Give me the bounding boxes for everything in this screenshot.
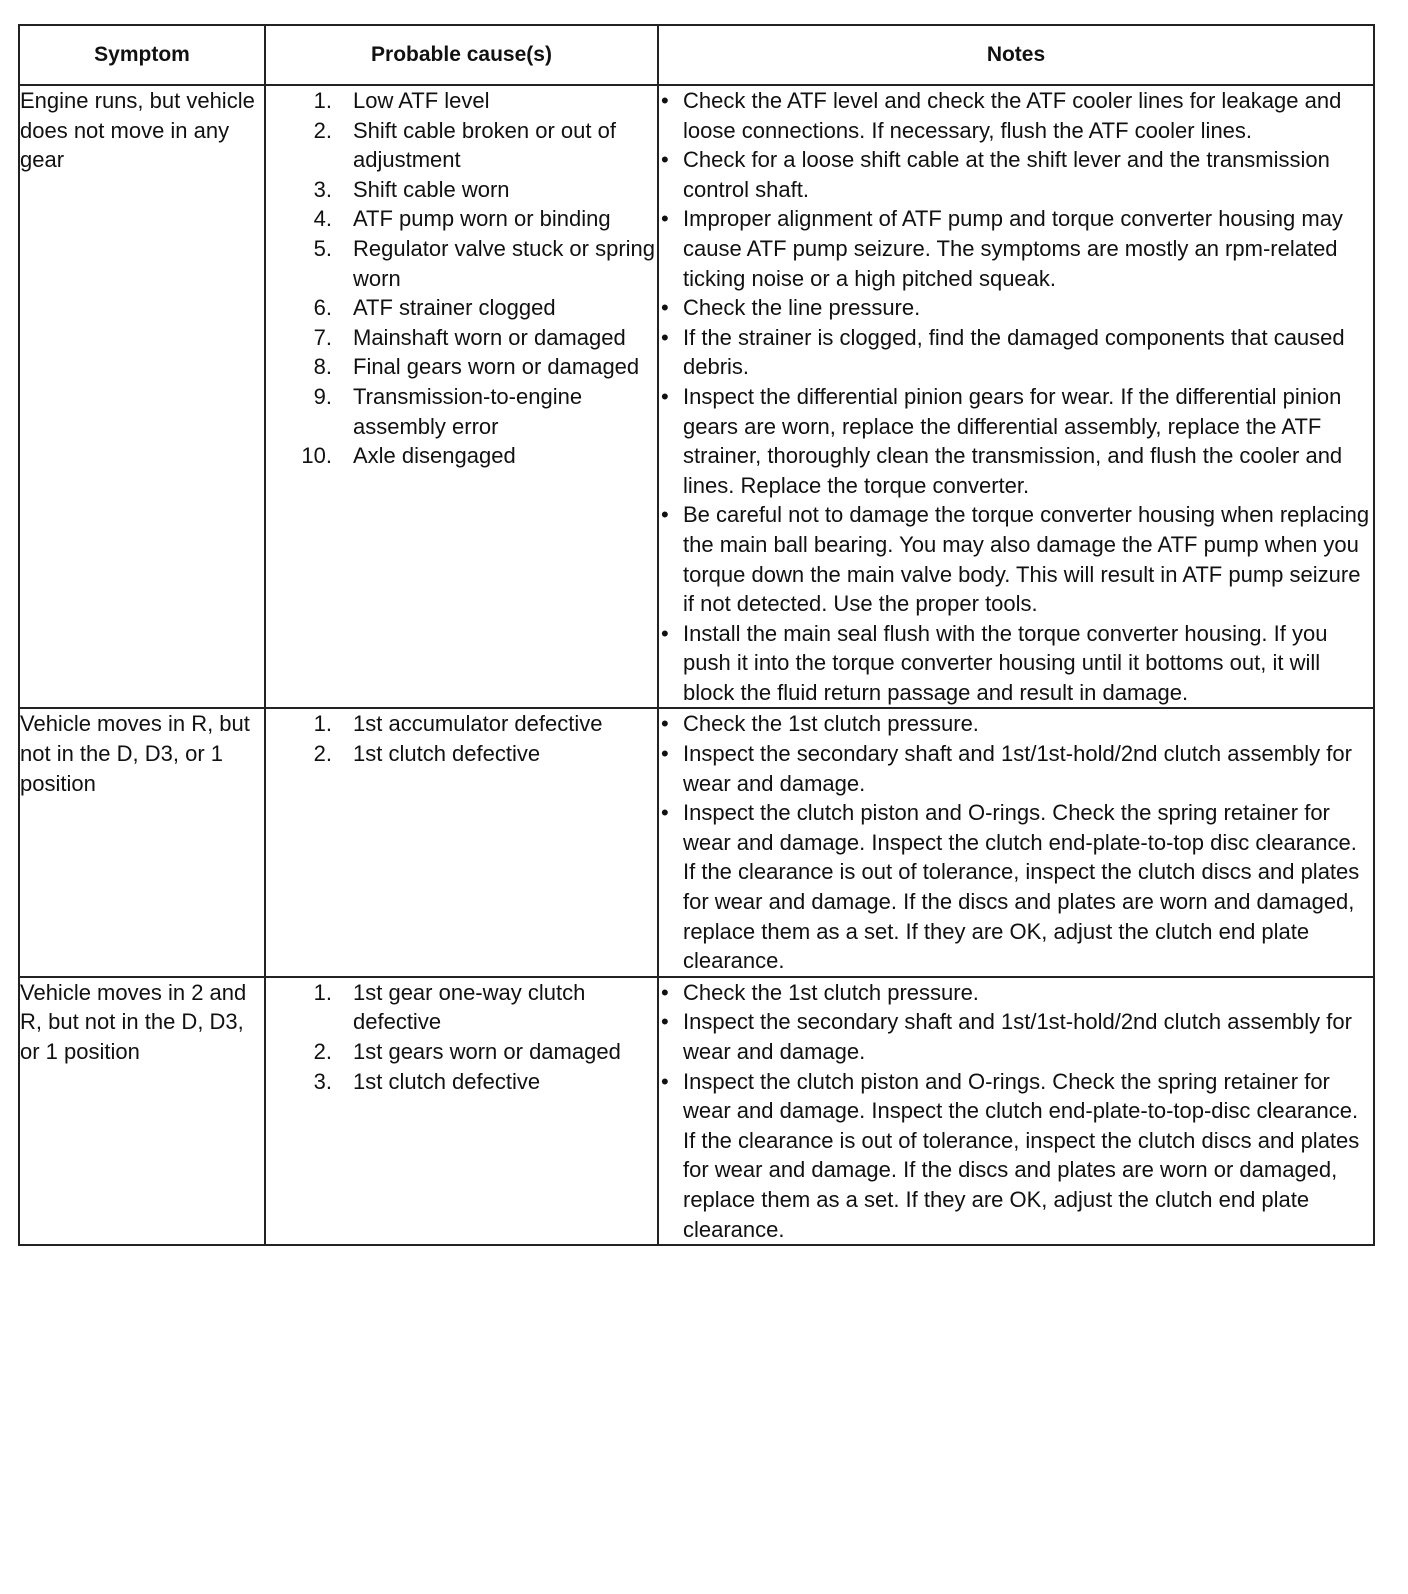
cause-number: 6. (313, 295, 332, 321)
cause-item (266, 1067, 657, 1097)
cause-item (266, 352, 657, 382)
cause-number: 9. (313, 383, 332, 409)
bullet-icon: • (661, 620, 669, 646)
cause-number: 1. (313, 88, 332, 113)
notes-cell (658, 85, 1374, 708)
cause-text: ATF strainer clogged (353, 295, 556, 321)
bullet-icon: • (661, 711, 669, 737)
note-text: Inspect the differential pinion gears for wear. If the differential pinion gears are worn, replace the differential assembly, replace the ATF strainer, thoroughly clean the transmission, and flush the cooler and lines. Replace the torque converter. (683, 383, 1343, 498)
symptom-cell: Engine runs, but vehicle does not move in any gear (19, 85, 265, 708)
probable-causes-cell (265, 708, 658, 976)
note-item (659, 323, 1373, 382)
cause-text: Regulator valve stuck or spring worn (353, 235, 656, 291)
cause-item (266, 382, 657, 441)
note-item (659, 1067, 1373, 1245)
header-notes: Notes (658, 25, 1374, 85)
header-row (19, 25, 1374, 85)
cause-item (266, 1037, 657, 1067)
note-text: Check for a loose shift cable at the shift lever and the transmission control shaft. (683, 147, 1330, 202)
note-text: Check the ATF level and check the ATF cooler lines for leakage and loose connections. If necessary, flush the ATF cooler lines. (683, 88, 1342, 143)
note-text: If the strainer is clogged, find the damaged components that caused debris. (683, 324, 1345, 380)
cause-text: Mainshaft worn or damaged (353, 324, 626, 350)
note-item (659, 619, 1373, 708)
bullet-icon: • (661, 741, 669, 767)
header-symptom: Symptom (19, 25, 265, 85)
note-list (659, 709, 1373, 975)
bullet-icon: • (661, 502, 669, 528)
cause-number: 2. (313, 1039, 332, 1064)
note-item (659, 978, 1373, 1008)
cause-number: 3. (313, 1068, 332, 1094)
cause-item (266, 739, 657, 769)
cause-number: 8. (313, 354, 332, 380)
note-item (659, 204, 1373, 293)
bullet-icon: • (661, 88, 669, 113)
cause-number: 2. (313, 117, 332, 143)
bullet-icon: • (661, 1009, 669, 1035)
cause-number: 10. (301, 443, 332, 469)
cause-number: 2. (313, 741, 332, 767)
cause-text: 1st clutch defective (353, 1068, 541, 1094)
table-row (19, 708, 1374, 976)
bullet-icon: • (661, 1068, 669, 1094)
note-item (659, 798, 1373, 976)
note-list (659, 978, 1373, 1244)
cause-text: 1st accumulator defective (353, 711, 603, 737)
bullet-icon: • (661, 800, 669, 826)
cause-item (266, 441, 657, 471)
note-text: Check the 1st clutch pressure. (683, 979, 979, 1005)
cause-number: 1. (313, 979, 332, 1005)
bullet-icon: • (661, 324, 669, 350)
cause-item (266, 204, 657, 234)
table-body (19, 85, 1374, 1245)
note-text: Inspect the clutch piston and O-rings. Check the spring retainer for wear and damage. Inspect the clutch end-plate-to-top disc clearance. If the clearance is out of tolerance, inspect the clutch discs and plates for wear and damage. If the discs and plates are worn and damaged, replace them as a set. If they are OK, adjust the clutch end plate clearance. (683, 800, 1360, 974)
cause-list (266, 709, 657, 768)
cause-text: 1st clutch defective (353, 741, 541, 767)
notes-cell (658, 708, 1374, 976)
cause-number: 7. (313, 324, 332, 350)
note-text: Be careful not to damage the torque converter housing when replacing the main ball bearing. You may also damage the ATF pump when you torque down the main valve body. This will result in ATF pump seizure if not detected. Use the proper tools. (683, 502, 1370, 617)
header-probable-causes: Probable cause(s) (265, 25, 658, 85)
cause-text: Shift cable broken or out of adjustment (353, 117, 616, 173)
cause-item (266, 978, 657, 1037)
note-item (659, 382, 1373, 500)
cause-text: ATF pump worn or binding (353, 206, 611, 232)
note-text: Inspect the clutch piston and O-rings. Check the spring retainer for wear and damage. Inspect the clutch end-plate-to-top-disc clearance. If the clearance is out of tolerance, inspect the clutch discs and plates for wear and damage. If the discs and plates are worn or damaged, replace them as a set. If they are OK, adjust the clutch end plate clearance. (683, 1068, 1360, 1242)
cause-text: Axle disengaged (353, 443, 516, 469)
note-item (659, 145, 1373, 204)
bullet-icon: • (661, 979, 669, 1005)
note-item (659, 500, 1373, 618)
cause-number: 3. (313, 176, 332, 202)
note-list (659, 86, 1373, 707)
symptom-cell: Vehicle moves in R, but not in the D, D3, or 1 position (19, 708, 265, 976)
note-text: Check the 1st clutch pressure. (683, 711, 979, 737)
probable-causes-cell (265, 85, 658, 708)
cause-item (266, 86, 657, 116)
note-item (659, 86, 1373, 145)
note-text: Check the line pressure. (683, 295, 921, 321)
cause-list (266, 86, 657, 471)
note-item (659, 709, 1373, 739)
cause-text: 1st gear one-way clutch defective (353, 979, 586, 1035)
note-text: Install the main seal flush with the torque converter housing. If you push it into the torque converter housing until it bottoms out, it will block the fluid return passage and result in damage. (683, 620, 1328, 705)
note-text: Inspect the secondary shaft and 1st/1st-hold/2nd clutch assembly for wear and damage. (683, 741, 1352, 796)
bullet-icon: • (661, 147, 669, 173)
note-item (659, 1007, 1373, 1066)
table-row (19, 977, 1374, 1245)
cause-text: 1st gears worn or damaged (353, 1039, 621, 1064)
cause-item (266, 116, 657, 175)
bullet-icon: • (661, 383, 669, 409)
troubleshooting-table (18, 24, 1375, 1246)
probable-causes-cell (265, 977, 658, 1245)
bullet-icon: • (661, 295, 669, 321)
cause-text: Transmission-to-engine assembly error (353, 383, 583, 439)
note-item (659, 293, 1373, 323)
cause-text: Final gears worn or damaged (353, 354, 640, 380)
cause-text: Shift cable worn (353, 176, 510, 202)
cause-number: 1. (313, 711, 332, 737)
cause-number: 4. (313, 206, 332, 232)
note-text: Inspect the secondary shaft and 1st/1st-hold/2nd clutch assembly for wear and damage. (683, 1009, 1352, 1064)
cause-item (266, 709, 657, 739)
cause-item (266, 234, 657, 293)
note-text: Improper alignment of ATF pump and torque converter housing may cause ATF pump seizure. The symptoms are mostly an rpm-related ticking noise or a high pitched squeak. (683, 206, 1343, 291)
cause-item (266, 175, 657, 205)
notes-cell (658, 977, 1374, 1245)
symptom-cell: Vehicle moves in 2 and R, but not in the D, D3, or 1 position (19, 977, 265, 1245)
cause-item (266, 323, 657, 353)
note-item (659, 739, 1373, 798)
cause-list (266, 978, 657, 1096)
cause-text: Low ATF level (353, 88, 490, 113)
cause-number: 5. (313, 235, 332, 261)
table-row (19, 85, 1374, 708)
bullet-icon: • (661, 206, 669, 232)
cause-item (266, 293, 657, 323)
